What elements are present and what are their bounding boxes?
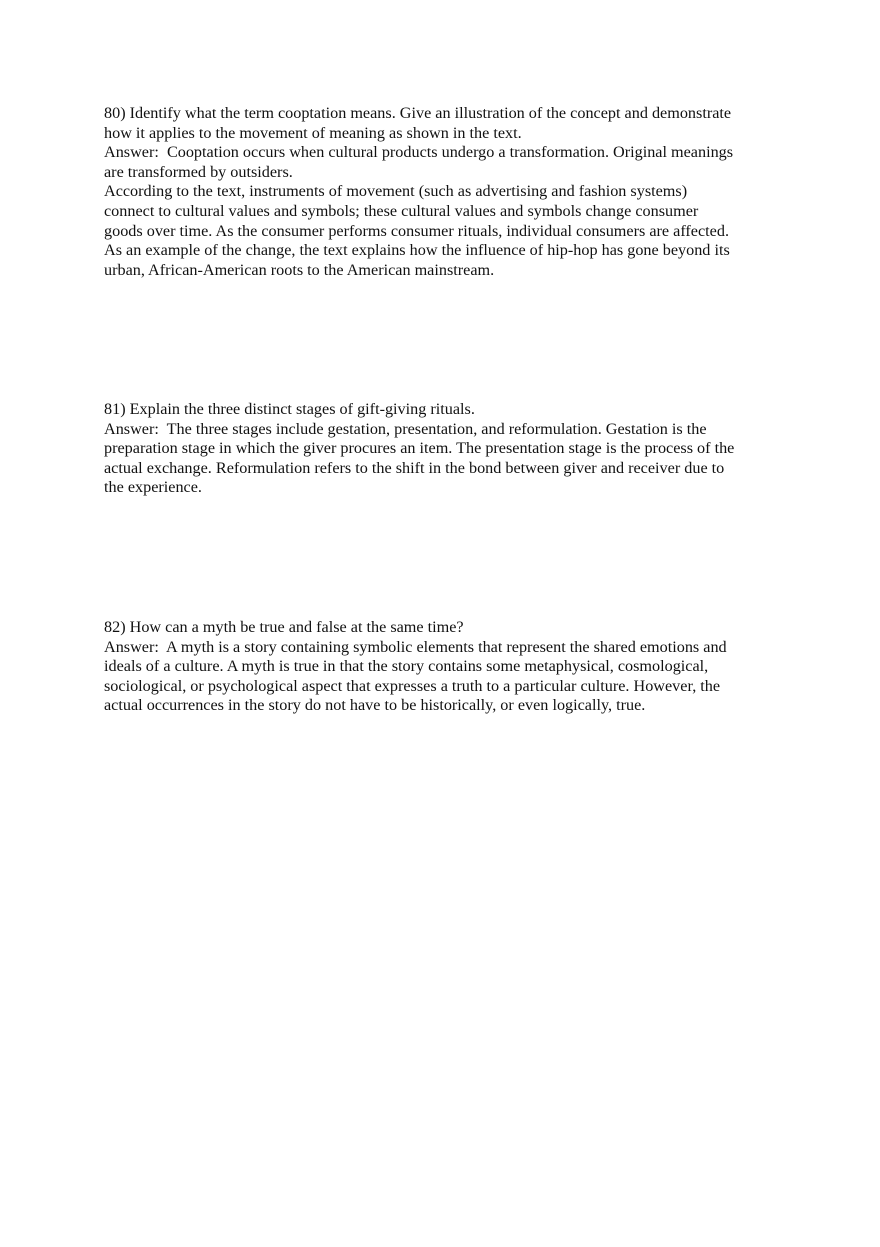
question-81-answer-line-2: preparation stage in which the giver procures an item. The presentation stage is the process of the (104, 439, 735, 458)
question-80-answer-line-7: urban, African-American roots to the American mainstream. (104, 260, 495, 279)
question-80-answer-line-1: Answer: Cooptation occurs when cultural products undergo a transformation. Original meanings (104, 143, 734, 162)
question-82-answer-line-3: sociological, or psychological aspect that expresses a truth to a particular culture. However, the (104, 676, 721, 695)
question-80-answer-line-6: As an example of the change, the text explains how the influence of hip-hop has gone beyond its (104, 241, 730, 260)
question-80-answer-line-3: According to the text, instruments of movement (such as advertising and fashion systems) (104, 182, 688, 201)
question-80-answer-line-5: goods over time. As the consumer performs consumer rituals, individual consumers are affected. (104, 221, 729, 240)
question-80 (104, 104, 794, 280)
question-82-answer-line-4: actual occurrences in the story do not have to be historically, or even logically, true. (104, 696, 646, 715)
question-82 (104, 618, 794, 716)
question-81 (104, 400, 794, 498)
question-80-answer-line-2: are transformed by outsiders. (104, 162, 293, 181)
question-81-answer-line-3: actual exchange. Reformulation refers to the shift in the bond between giver and receiver due to (104, 458, 725, 477)
question-81-prompt-line-1: 81) Explain the three distinct stages of gift-giving rituals. (104, 400, 475, 418)
question-81-answer-line-1: Answer: The three stages include gestation, presentation, and reformulation. Gestation is the (104, 419, 707, 438)
question-80-prompt-line-1: 80) Identify what the term cooptation means. Give an illustration of the concept and demonstrate (104, 104, 732, 122)
question-80-prompt-line-2: how it applies to the movement of meaning as shown in the text. (104, 123, 522, 142)
question-82-answer-line-2: ideals of a culture. A myth is true in that the story contains some metaphysical, cosmological, (104, 657, 709, 676)
question-82-answer-line-1: Answer: A myth is a story containing symbolic elements that represent the shared emotions and (104, 637, 727, 656)
question-82-prompt-line-1: 82) How can a myth be true and false at the same time? (104, 618, 464, 636)
question-81-answer-line-4: the experience. (104, 478, 202, 497)
question-80-answer-line-4: connect to cultural values and symbols; these cultural values and symbols change consumer (104, 201, 699, 220)
